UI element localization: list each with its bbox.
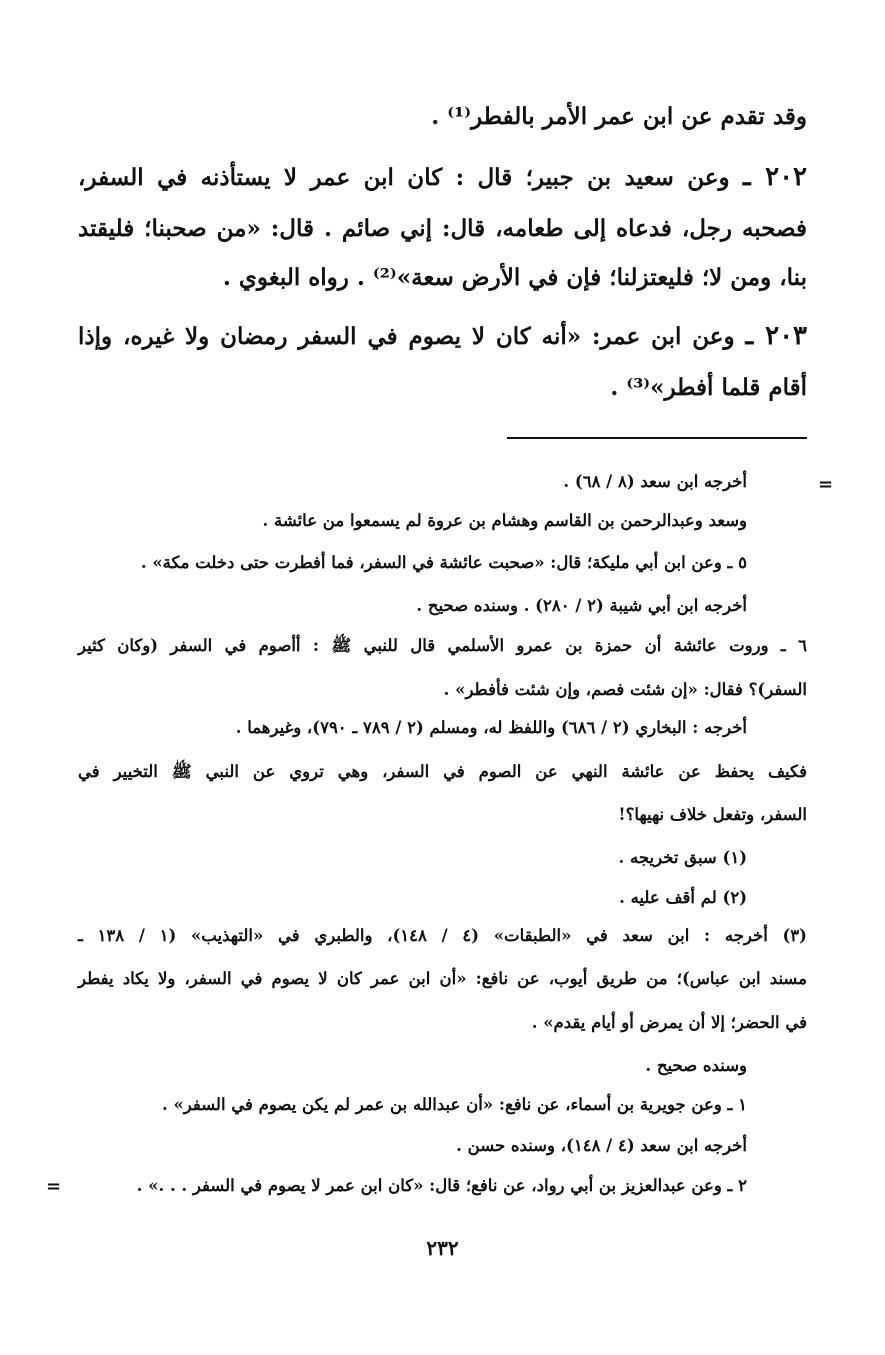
footnote-line: ١ ـ وعن جويرية بن أسماء، عن نافع: «أن عبدالله بن عمر لم يكن يصوم في السفر» .	[161, 1095, 747, 1114]
main-line-1: وقد تقدم عن ابن عمر الأمر بالفطر⁽¹⁾ .	[431, 103, 807, 130]
footnote-line: وسنده صحيح .	[645, 1056, 747, 1075]
hadith-202-line-2: فصحبه رجل، فدعاه إلى طعامه، قال: إني صائم . قال: «من صحبنا؛ فليقتد	[78, 215, 807, 242]
page-number: ٢٣٢	[426, 1236, 459, 1260]
hadith-number-202: ٢٠٢ ـ	[743, 162, 808, 192]
footnote-line: أخرجه ابن سعد (٨ / ٦٨) .	[563, 472, 747, 491]
footnote-continuation-marker: =	[818, 474, 834, 495]
footnote-line: أخرجه ابن سعد (٤ / ١٤٨)، وسنده حسن .	[456, 1136, 747, 1155]
hadith-202-text-1: وعن سعيد بن جبير؛ قال : كان ابن عمر لا يستأذنه في السفر،	[78, 164, 730, 191]
footnote-line: أخرجه : البخاري (٢ / ٦٨٦) واللفظ له، ومسلم (٢ / ٧٨٩ ـ ٧٩٠)، وغيرهما .	[235, 718, 747, 737]
footnote-end-marker: =	[46, 1176, 62, 1197]
footnote-line: فكيف يحفظ عن عائشة النهي عن الصوم في السفر، وهي تروي عن النبي ﷺ التخيير في	[78, 762, 807, 781]
footnote-ref-3: (٣) أخرجه : ابن سعد في «الطبقات» (٤ / ١٤٨)، والطبري في «التهذيب» (١ / ١٣٨ ـ	[78, 926, 807, 945]
footnote-line: ٥ ـ وعن ابن أبي مليكة؛ قال: «صحبت عائشة في السفر، فما أفطرت حتى دخلت مكة» .	[140, 553, 747, 572]
hadith-number-203: ٢٠٣ ـ	[745, 321, 808, 351]
hadith-202-line-1	[78, 162, 807, 193]
hadith-203-line-2: أقام قلما أفطر»⁽³⁾ .	[610, 374, 807, 401]
footnote-ref-2: (٢) لم أقف عليه .	[619, 888, 747, 907]
footnote-line: ٢ ـ وعن عبدالعزيز بن أبي رواد، عن نافع؛ قال: «كان ابن عمر لا يصوم في السفر . . .» .	[136, 1176, 747, 1195]
footnote-ref-1: (١) سبق تخريجه .	[618, 848, 747, 867]
footnote-separator	[507, 437, 807, 439]
hadith-203-text-1: وعن ابن عمر: «أنه كان لا يصوم في السفر رمضان ولا غيره، وإذا	[78, 323, 735, 350]
hadith-202-line-3: بنا، ومن لا؛ فليعتزلنا؛ فإن في الأرض سعة»⁽²⁾ . رواه البغوي .	[222, 264, 807, 291]
footnote-line: السفر، وتفعل خلاف نهيها؟!	[618, 805, 807, 824]
hadith-203-line-1	[78, 321, 807, 352]
footnote-line: في الحضر؛ إلا أن يمرض أو أيام يقدم» .	[531, 1013, 807, 1032]
footnote-line: ٦ ـ وروت عائشة أن حمزة بن عمرو الأسلمي قال للنبي ﷺ : أأصوم في السفر (وكان كثير	[78, 636, 807, 655]
footnote-line: وسعد وعبدالرحمن بن القاسم وهشام بن عروة لم يسمعوا من عائشة .	[262, 511, 747, 530]
footnote-line: السفر)؟ فقال: «إن شئت فصم، وإن شئت فأفطر» .	[443, 680, 807, 699]
footnote-line: مسند ابن عباس)؛ من طريق أيوب، عن نافع: «أن ابن عمر كان لا يصوم في السفر، ولا يكاد يفطر	[78, 969, 807, 988]
footnote-line: أخرجه ابن أبي شيبة (٢ / ٢٨٠) . وسنده صحيح .	[416, 596, 747, 615]
